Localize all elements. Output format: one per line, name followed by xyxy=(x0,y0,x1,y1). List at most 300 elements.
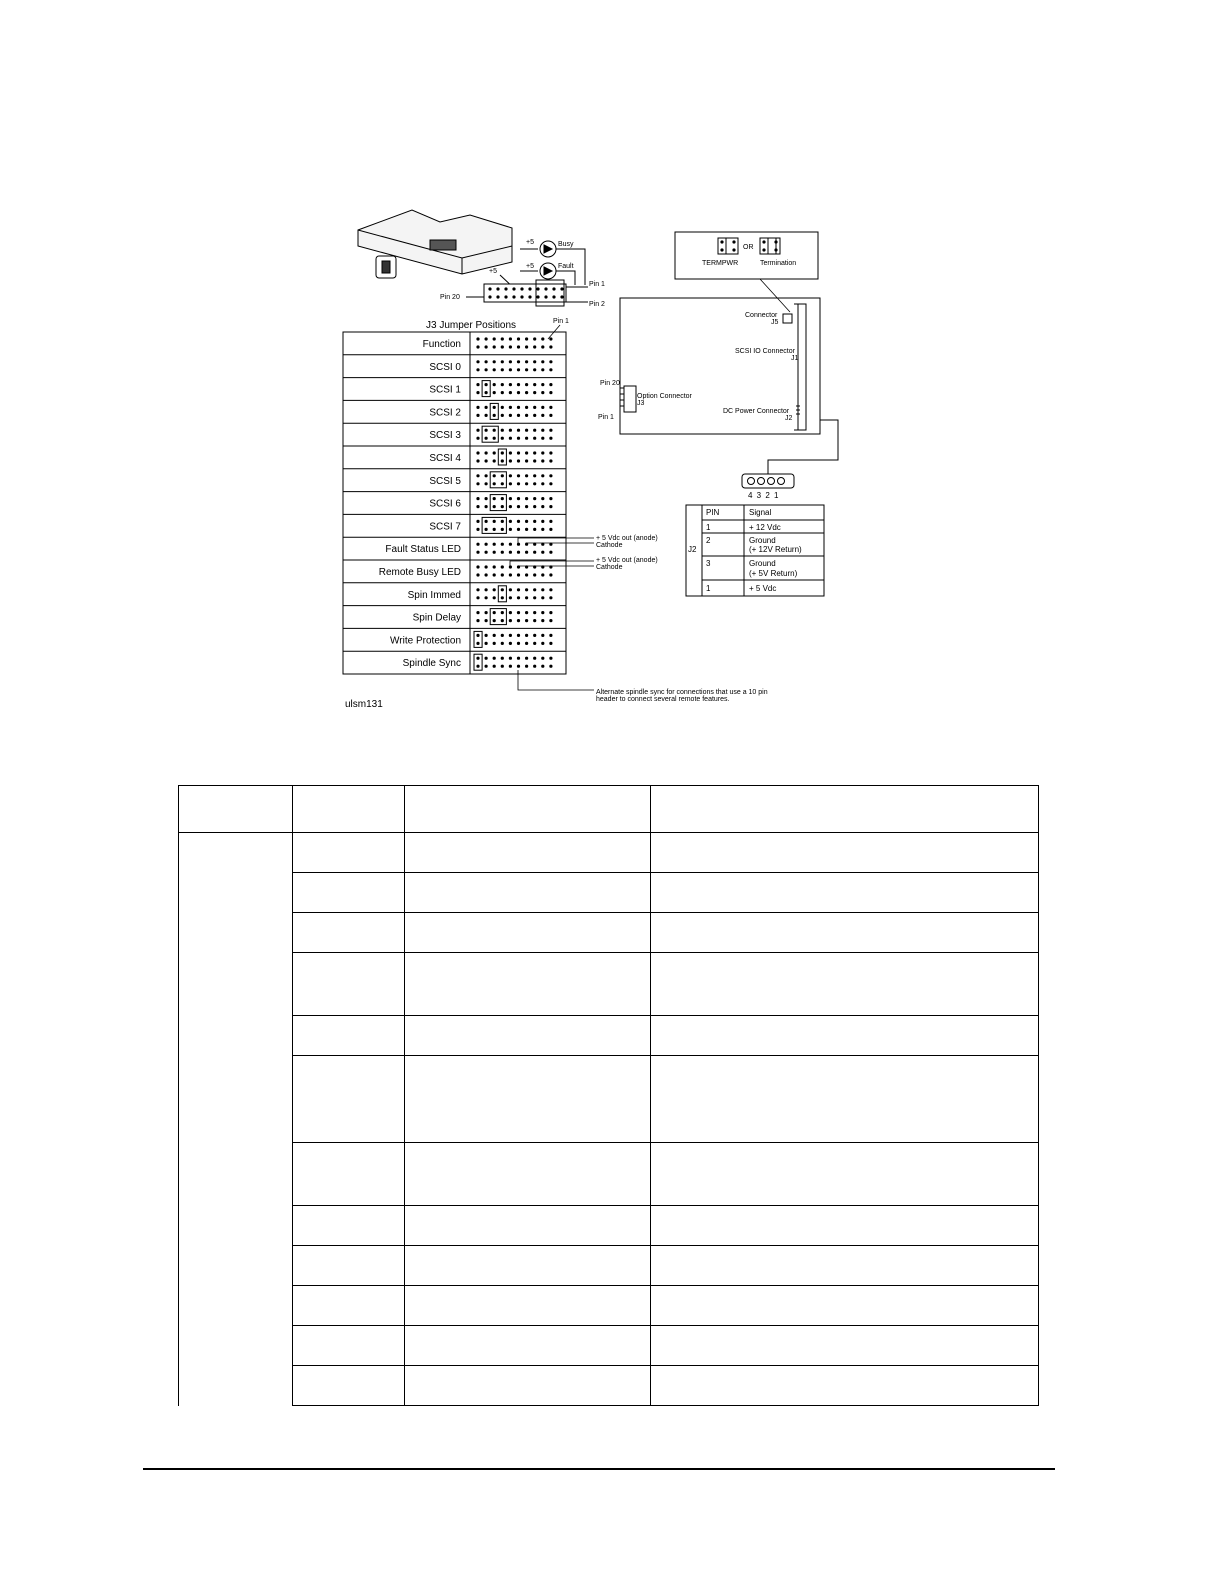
jumper-pin xyxy=(525,406,528,409)
j2-row-signal: + 12 Vdc xyxy=(749,523,781,532)
pin1-label: Pin 1 xyxy=(598,414,614,421)
jumper-pin xyxy=(541,528,544,531)
jumper-pin xyxy=(485,451,488,454)
jumper-pin xyxy=(525,573,528,576)
jumper-pin xyxy=(509,383,512,386)
jumper-pin xyxy=(501,528,504,531)
jumper-pin xyxy=(525,383,528,386)
jumper-pin xyxy=(509,657,512,660)
jumper-pin xyxy=(476,528,479,531)
jumper-block xyxy=(482,426,498,442)
jumper-pin xyxy=(509,642,512,645)
jumper-pin xyxy=(493,437,496,440)
jumper-pin xyxy=(501,429,504,432)
jumper-pin xyxy=(525,596,528,599)
jumper-pin xyxy=(525,497,528,500)
jumper-pin xyxy=(517,497,520,500)
jumper-pin xyxy=(476,497,479,500)
jumper-pin xyxy=(509,437,512,440)
jumper-pin xyxy=(493,474,496,477)
jumper-function-label: SCSI 5 xyxy=(429,475,461,487)
or-label: OR xyxy=(743,244,754,251)
jumper-pin xyxy=(501,360,504,363)
jumper-pin xyxy=(493,360,496,363)
jumper-pin xyxy=(485,360,488,363)
jumper-pin xyxy=(485,642,488,645)
jumper-pin xyxy=(541,429,544,432)
j2-row-signal-sub: (+ 12V Return) xyxy=(749,545,802,554)
jumper-function-label: Function xyxy=(422,339,461,350)
jumper-pin xyxy=(549,337,552,340)
dc-power-label: DC Power Connector xyxy=(723,408,790,415)
jumper-pin xyxy=(501,345,504,348)
jumper-pin xyxy=(476,474,479,477)
jumper-pin xyxy=(525,551,528,554)
jumper-pin xyxy=(525,657,528,660)
jumper-pin xyxy=(493,482,496,485)
jumper-pin xyxy=(541,665,544,668)
jumper-pin xyxy=(541,657,544,660)
jumper-pin xyxy=(541,520,544,523)
jumper-pin xyxy=(509,619,512,622)
plus5-label: +5 xyxy=(489,268,497,275)
jumper-pin xyxy=(493,429,496,432)
jumper-pin xyxy=(549,406,552,409)
jumper-pin xyxy=(501,588,504,591)
pin20-label: Pin 20 xyxy=(440,294,460,301)
table-row xyxy=(179,1246,1039,1286)
jumper-pin xyxy=(485,528,488,531)
jumper-pin xyxy=(541,588,544,591)
jumper-pin xyxy=(533,368,536,371)
jumper-pin xyxy=(485,337,488,340)
jumper-block xyxy=(482,381,490,397)
jumper-pin xyxy=(517,437,520,440)
jumper-pin xyxy=(541,573,544,576)
jumper-pin xyxy=(541,619,544,622)
connector-j5-label: Connector xyxy=(745,312,778,319)
jumper-pin xyxy=(493,619,496,622)
jumper-pin xyxy=(501,406,504,409)
jumper-pin xyxy=(541,505,544,508)
jumper-pin xyxy=(549,451,552,454)
jumper-pin xyxy=(485,368,488,371)
pin2-label: Pin 2 xyxy=(589,301,605,308)
jumper-pin xyxy=(533,528,536,531)
jumper-pin xyxy=(533,459,536,462)
jumper-pin xyxy=(493,528,496,531)
jumper-function-label: SCSI 4 xyxy=(429,453,461,464)
jumper-function-label: SCSI 3 xyxy=(429,430,461,442)
jumper-pin xyxy=(476,459,479,462)
jumper-pin xyxy=(517,634,520,637)
jumper-function-label: Spin Delay xyxy=(412,612,461,624)
jumper-pin xyxy=(525,611,528,614)
jumper-pin xyxy=(501,596,504,599)
jumper-pin xyxy=(485,459,488,462)
jumper-pin xyxy=(517,520,520,523)
jumper-pin xyxy=(517,657,520,660)
jumper-pin xyxy=(476,619,479,622)
jumper-pin xyxy=(549,528,552,531)
j2-row-pin: 2 xyxy=(706,536,711,545)
jumper-pin xyxy=(493,657,496,660)
jumper-pin xyxy=(509,505,512,508)
jumper-pin xyxy=(509,551,512,554)
jumper-pin xyxy=(485,520,488,523)
jumper-pin xyxy=(549,596,552,599)
jumper-pin xyxy=(517,474,520,477)
jumper-pin xyxy=(476,551,479,554)
jumper-pin xyxy=(541,383,544,386)
jumper-pin xyxy=(517,368,520,371)
jumper-pin xyxy=(549,634,552,637)
jumper-pin xyxy=(517,543,520,546)
jumper-pin xyxy=(549,368,552,371)
jumper-pin xyxy=(541,474,544,477)
jumper-pin xyxy=(533,634,536,637)
j3-label: J3 xyxy=(637,400,645,407)
jumper-pin xyxy=(517,482,520,485)
pin1-label: Pin 1 xyxy=(589,281,605,288)
jumper-pin xyxy=(549,573,552,576)
table-row xyxy=(179,1326,1039,1366)
jumper-pin xyxy=(493,642,496,645)
termination-label: Termination xyxy=(760,260,797,267)
busy-anode-label: + 5 Vdc out (anode) xyxy=(596,557,658,564)
jumper-pin xyxy=(476,505,479,508)
jumper-pin xyxy=(509,611,512,614)
jumper-pin xyxy=(476,520,479,523)
jumper-pin xyxy=(549,482,552,485)
jumper-pin xyxy=(509,520,512,523)
j1-label: J1 xyxy=(791,355,799,362)
busy-led-label: Busy xyxy=(558,241,574,248)
jumper-function-label: SCSI 6 xyxy=(429,498,461,510)
jumper-pin xyxy=(476,642,479,645)
j5-label: J5 xyxy=(771,319,779,326)
jumper-pin xyxy=(509,665,512,668)
jumper-pin xyxy=(501,619,504,622)
jumper-pin xyxy=(541,345,544,348)
jumper-pin xyxy=(476,588,479,591)
jumper-function-label: SCSI 7 xyxy=(429,521,461,533)
jumper-pin xyxy=(533,596,536,599)
jumper-pin xyxy=(485,573,488,576)
jumper-pin xyxy=(476,543,479,546)
jumper-pin xyxy=(476,406,479,409)
jumper-pin xyxy=(533,360,536,363)
jumper-pin xyxy=(525,459,528,462)
jumper-pin xyxy=(517,459,520,462)
table-row xyxy=(179,913,1039,953)
jumper-pin xyxy=(533,642,536,645)
jumper-pin xyxy=(517,551,520,554)
jumper-pin xyxy=(476,596,479,599)
jumper-pin xyxy=(509,528,512,531)
pin1-label: Pin 1 xyxy=(553,318,569,325)
jumper-pin xyxy=(509,482,512,485)
jumper-pin xyxy=(493,345,496,348)
fault-cathode-label: Cathode xyxy=(596,542,623,549)
jumper-pin xyxy=(533,588,536,591)
jumper-pin xyxy=(517,345,520,348)
jumper-pin xyxy=(485,482,488,485)
jumper-pin xyxy=(549,437,552,440)
alt-sync-note: header to connect several remote features. xyxy=(596,696,730,703)
jumper-pin xyxy=(493,497,496,500)
jumper-pin xyxy=(541,406,544,409)
jumper-function-label: Fault Status LED xyxy=(385,544,461,556)
jumper-pin xyxy=(493,406,496,409)
j2-header-signal: Signal xyxy=(749,508,772,517)
jumper-pin xyxy=(525,337,528,340)
jumper-function-label: Spin Immed xyxy=(407,589,461,601)
jumper-pin xyxy=(501,665,504,668)
alt-sync-note: Alternate spindle sync for connections that use a 10 pin xyxy=(596,689,768,696)
jumper-pin xyxy=(549,642,552,645)
jumper-pin xyxy=(485,565,488,568)
jumper-pin xyxy=(485,497,488,500)
jumper-pin xyxy=(501,520,504,523)
jumper-pin xyxy=(549,474,552,477)
jumper-pin xyxy=(541,414,544,417)
jumper-pin xyxy=(485,474,488,477)
jumper-pin xyxy=(501,482,504,485)
jumper-pin xyxy=(533,551,536,554)
jumper-pin xyxy=(476,337,479,340)
jumper-pin xyxy=(533,611,536,614)
jumper-function-label: Write Protection xyxy=(390,635,461,647)
j2-row-pin: 3 xyxy=(706,559,711,568)
jumper-block xyxy=(498,586,506,602)
jumper-pin xyxy=(549,665,552,668)
jumper-pin xyxy=(533,665,536,668)
jumper-pin xyxy=(493,573,496,576)
jumper-pin xyxy=(549,345,552,348)
jumper-pin xyxy=(509,337,512,340)
jumper-pin xyxy=(525,391,528,394)
jumper-pin xyxy=(517,406,520,409)
jumper-pin xyxy=(525,642,528,645)
jumper-pin xyxy=(549,505,552,508)
jumper-pin xyxy=(533,429,536,432)
jumper-pin xyxy=(517,429,520,432)
jumper-pin xyxy=(549,459,552,462)
jumper-pin xyxy=(476,657,479,660)
jumper-pin xyxy=(501,451,504,454)
j2-label: J2 xyxy=(785,415,793,422)
jumper-block xyxy=(490,609,506,625)
jumper-pin xyxy=(549,383,552,386)
option-connector-label: Option Connector xyxy=(637,393,692,400)
table-row xyxy=(179,873,1039,913)
jumper-pin xyxy=(493,520,496,523)
jumper-pin xyxy=(541,360,544,363)
jumper-pin xyxy=(525,451,528,454)
jumper-block xyxy=(490,472,506,488)
jumper-pin xyxy=(501,505,504,508)
jumper-pin xyxy=(476,345,479,348)
jumper-pin xyxy=(501,642,504,645)
jumper-pin xyxy=(501,611,504,614)
jumper-pin xyxy=(533,345,536,348)
jumper-pin xyxy=(493,368,496,371)
jumper-pin xyxy=(541,451,544,454)
jumper-pin xyxy=(533,520,536,523)
jumper-pin xyxy=(501,437,504,440)
jumper-pin xyxy=(533,437,536,440)
jumper-pin xyxy=(525,482,528,485)
jumper-pin xyxy=(509,573,512,576)
j2-row-signal: + 5 Vdc xyxy=(749,584,777,593)
jumper-pin xyxy=(517,360,520,363)
jumper-pin xyxy=(476,429,479,432)
j2-row-signal: Ground xyxy=(749,536,776,545)
jumper-pin xyxy=(501,368,504,371)
jumper-pin xyxy=(501,565,504,568)
jumper-pin xyxy=(549,657,552,660)
jumper-pin xyxy=(517,642,520,645)
jumper-pin xyxy=(541,551,544,554)
jumper-pin xyxy=(541,611,544,614)
jumper-pin xyxy=(533,482,536,485)
jumper-pin xyxy=(541,459,544,462)
jumper-pin xyxy=(485,429,488,432)
jumper-pin xyxy=(549,520,552,523)
jumper-pin xyxy=(549,611,552,614)
jumper-function-label: Remote Busy LED xyxy=(378,567,461,578)
jumper-pin xyxy=(525,528,528,531)
jumper-pin xyxy=(525,505,528,508)
jumper-pin xyxy=(517,588,520,591)
jumper-pin xyxy=(476,665,479,668)
jumper-pin xyxy=(533,337,536,340)
jumper-pin xyxy=(509,459,512,462)
jumper-pin xyxy=(517,414,520,417)
jumper-pin xyxy=(509,596,512,599)
jumper-pin xyxy=(476,634,479,637)
jumper-pin xyxy=(493,451,496,454)
jumper-grid xyxy=(343,332,566,674)
jumper-pin xyxy=(509,368,512,371)
jumper-pin xyxy=(493,505,496,508)
jumper-pin xyxy=(517,383,520,386)
jumper-pin xyxy=(509,345,512,348)
blank-table xyxy=(178,785,1039,1406)
jumper-pin xyxy=(533,619,536,622)
j2-row-signal-sub: (+ 5V Return) xyxy=(749,569,798,578)
jumper-pin xyxy=(501,459,504,462)
jumper-function-label: SCSI 0 xyxy=(429,361,461,373)
j2-header-pin: PIN xyxy=(706,508,720,517)
jumper-function-label: SCSI 1 xyxy=(429,384,461,396)
jumper-function-label: SCSI 2 xyxy=(429,407,461,419)
jumper-pin xyxy=(525,520,528,523)
jumper-block xyxy=(490,495,506,511)
jumper-pin xyxy=(517,611,520,614)
jumper-pin xyxy=(485,619,488,622)
jumper-block xyxy=(474,654,482,670)
jumper-pin xyxy=(525,429,528,432)
jumper-pin xyxy=(501,497,504,500)
jumper-block xyxy=(490,403,498,419)
jumper-pin xyxy=(509,451,512,454)
jumper-pin xyxy=(485,414,488,417)
jumper-pin xyxy=(533,474,536,477)
jumper-pin xyxy=(533,406,536,409)
jumper-pin xyxy=(549,414,552,417)
jumper-pin xyxy=(493,611,496,614)
jumper-pin xyxy=(493,414,496,417)
jumper-diagram xyxy=(0,0,1224,780)
jumper-pin xyxy=(525,345,528,348)
fault-led-label: Fault xyxy=(558,263,574,270)
jumper-pin xyxy=(476,451,479,454)
jumper-pin xyxy=(509,391,512,394)
jumper-block xyxy=(498,449,506,465)
jumper-pin xyxy=(533,497,536,500)
power-pin-numbers: 4 3 2 1 xyxy=(748,491,779,500)
jumper-pin xyxy=(476,360,479,363)
jumper-pin xyxy=(533,573,536,576)
j2-side-label: J2 xyxy=(688,545,697,554)
jumper-pin xyxy=(509,414,512,417)
jumper-pin xyxy=(509,497,512,500)
jumper-pin xyxy=(485,657,488,660)
jumper-pin xyxy=(485,551,488,554)
jumper-pin xyxy=(476,611,479,614)
jumper-pin xyxy=(509,406,512,409)
jumper-pin xyxy=(525,665,528,668)
jumper-pin xyxy=(517,665,520,668)
jumper-pin xyxy=(493,588,496,591)
jumper-pin xyxy=(485,345,488,348)
jumper-pin xyxy=(493,383,496,386)
table-row xyxy=(179,1016,1039,1056)
jumper-pin xyxy=(541,337,544,340)
jumper-pin xyxy=(493,337,496,340)
jumper-pin xyxy=(485,611,488,614)
jumper-pin xyxy=(549,429,552,432)
jumper-pin xyxy=(501,634,504,637)
j2-row-pin: 1 xyxy=(706,523,711,532)
jumper-pin xyxy=(517,573,520,576)
scsi-io-label: SCSI IO Connector xyxy=(735,348,795,355)
termination-box xyxy=(675,232,818,279)
jumper-pin xyxy=(533,451,536,454)
jumper-pin xyxy=(533,657,536,660)
jumper-pin xyxy=(485,665,488,668)
jumper-pin xyxy=(533,391,536,394)
jumper-pin xyxy=(541,437,544,440)
jumper-block xyxy=(482,517,506,533)
jumper-pin xyxy=(525,414,528,417)
table-row xyxy=(179,833,1039,873)
jumper-pin xyxy=(525,634,528,637)
jumper-pin xyxy=(501,474,504,477)
jumper-pin xyxy=(476,383,479,386)
table-row xyxy=(179,1286,1039,1326)
jumper-block xyxy=(474,631,482,647)
jumper-pin xyxy=(476,391,479,394)
jumper-pin xyxy=(501,573,504,576)
table-row xyxy=(179,1366,1039,1406)
jumper-pin xyxy=(485,596,488,599)
jumper-pin xyxy=(476,437,479,440)
jumper-pin xyxy=(485,406,488,409)
jumper-table-title: J3 Jumper Positions xyxy=(426,320,517,331)
